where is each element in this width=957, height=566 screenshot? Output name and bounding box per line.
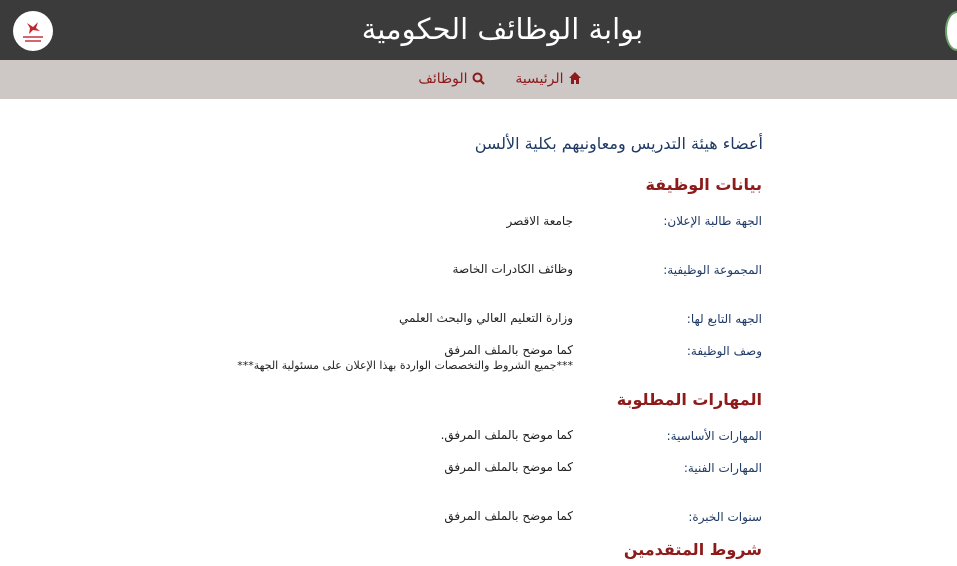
affiliation-label: الجهه التابع لها:	[686, 312, 762, 326]
section-heading-skills: المهارات المطلوبة	[616, 390, 762, 409]
home-icon	[568, 71, 582, 85]
nav-home-link[interactable]	[515, 68, 582, 90]
job-description-note: ***جميع الشروط والتخصصات الواردة بهذا الإعلان على مسئولية الجهة***	[237, 359, 573, 372]
job-group-label: المجموعة الوظيفية:	[663, 263, 762, 277]
basic-skills-label: المهارات الأساسية:	[666, 429, 762, 443]
job-description-value: كما موضح بالملف المرفق	[444, 343, 573, 357]
advertiser-value: جامعة الاقصر	[506, 214, 573, 228]
main-navbar	[0, 60, 957, 99]
section-heading-job-data: بيانات الوظيفة	[645, 175, 762, 194]
technical-skills-value: كما موضح بالملف المرفق	[444, 460, 573, 474]
technical-skills-label: المهارات الفنية:	[683, 461, 762, 475]
section-heading-conditions: شروط المتقدمين	[623, 540, 762, 559]
job-group-value: وظائف الكادرات الخاصة	[452, 262, 573, 276]
basic-skills-value: كما موضح بالملف المرفق.	[440, 428, 573, 442]
nav-jobs-link[interactable]	[418, 68, 485, 90]
experience-years-value: كما موضح بالملف المرفق	[444, 509, 573, 523]
search-icon	[472, 72, 485, 85]
experience-years-label: سنوات الخبرة:	[688, 510, 762, 524]
site-title: بوابة الوظائف الحكومية	[361, 12, 644, 46]
advertiser-label: الجهة طالبة الإعلان:	[663, 214, 762, 228]
site-header	[0, 0, 957, 60]
affiliation-value: وزارة التعليم العالي والبحث العلمي	[399, 311, 573, 325]
job-title: أعضاء هيئة التدريس ومعاونيهم بكلية الألسن	[474, 134, 763, 153]
nav-home-label: الرئيسية	[515, 71, 564, 87]
nav-jobs-label: الوظائف	[418, 71, 468, 87]
job-description-label: وصف الوظيفة:	[686, 344, 762, 358]
